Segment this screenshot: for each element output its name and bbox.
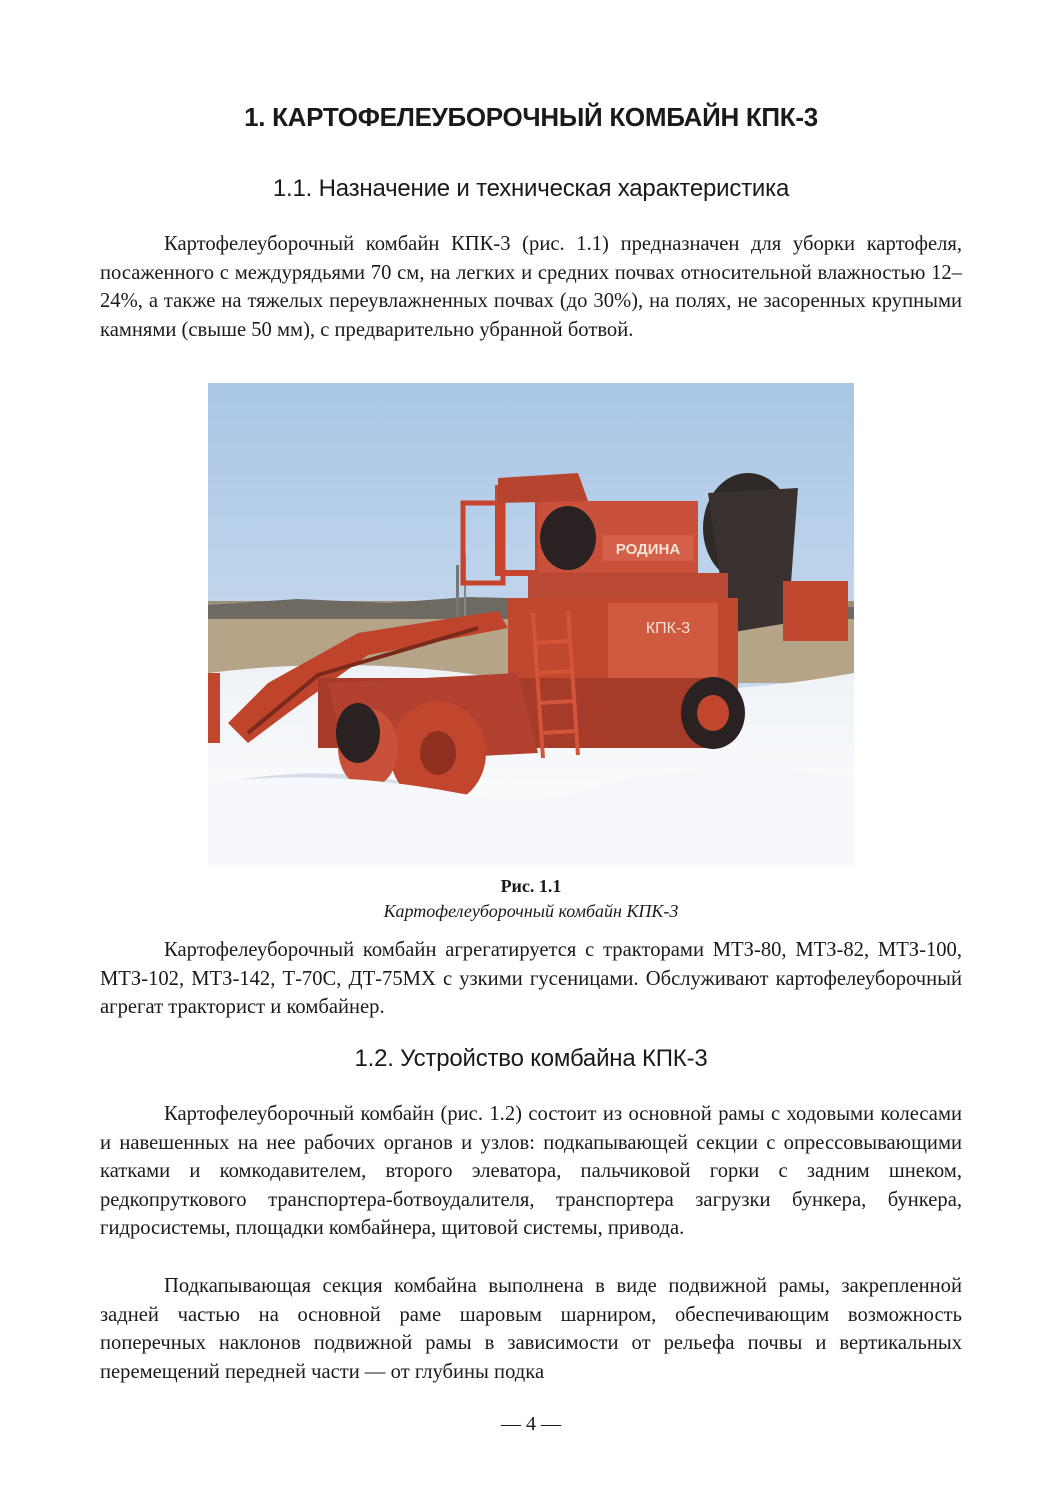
paragraph-purpose: Картофелеуборочный комбайн КПК-3 (рис. 1.1) предназначен для уборки картофеля, посаженного с междурядьями 70 см, на легких и средних почвах относительной влажностью 12–24%, а также на тяжелых переувлажненных почвах (до 30%), на полях, не засоренных крупными камнями (свыше 50 мм), с предварительно убранной ботвой.: [100, 233, 962, 341]
section-title-1-1: 1.1. Назначение и техническая характеристика: [272, 175, 790, 202]
section-title-1-2: 1.2. Устройство комбайна КПК-3: [354, 1045, 708, 1072]
paragraph-tractors: Картофелеуборочный комбайн агрегатируется с тракторами МТЗ-80, МТЗ-82, МТЗ-100, МТЗ-102, МТЗ-142, Т-70С, ДТ-75МХ с узкими гусеницами. Обслуживают картофелеуборочный агрегат тракторист и комбайнер.: [100, 939, 962, 1019]
rodina-sign: РОДИНА: [615, 541, 681, 558]
paragraph-structure: Картофелеуборочный комбайн (рис. 1.2) состоит из основной рамы с ходовыми колесами и навешенных на нее рабочих органов и узлов: подкапывающей секции с опрессовывающими катками и комкодавителем, второго элеватора, пальчиковой горки с задним шнеком, редкопруткового транспортера-ботвоудалителя, транспортера загрузки бункера, бункера, гидросистемы, площадки комбайнера, щитовой системы, привода.: [100, 1103, 962, 1240]
chapter-title: 1. КАРТОФЕЛЕУБОРОЧНЫЙ КОМБАЙН КПК-3: [244, 102, 818, 132]
combine-photo: [208, 383, 854, 865]
kpk3-sign: КПК-3: [645, 620, 691, 637]
page-number: — 4 —: [501, 1413, 561, 1435]
figure-caption: Картофелеуборочный комбайн КПК-3: [383, 901, 679, 921]
paragraph-digging-section: Подкапывающая секция комбайна выполнена в виде подвижной рамы, закрепленной задней частью на основной раме шаровым шарниром, обеспечивающим возможность поперечных наклонов подвижной рамы в зависимости от рельефа почвы и вертикальных перемещений передней части — от глубины подка: [100, 1275, 962, 1383]
figure-number: Рис. 1.1: [500, 876, 562, 896]
